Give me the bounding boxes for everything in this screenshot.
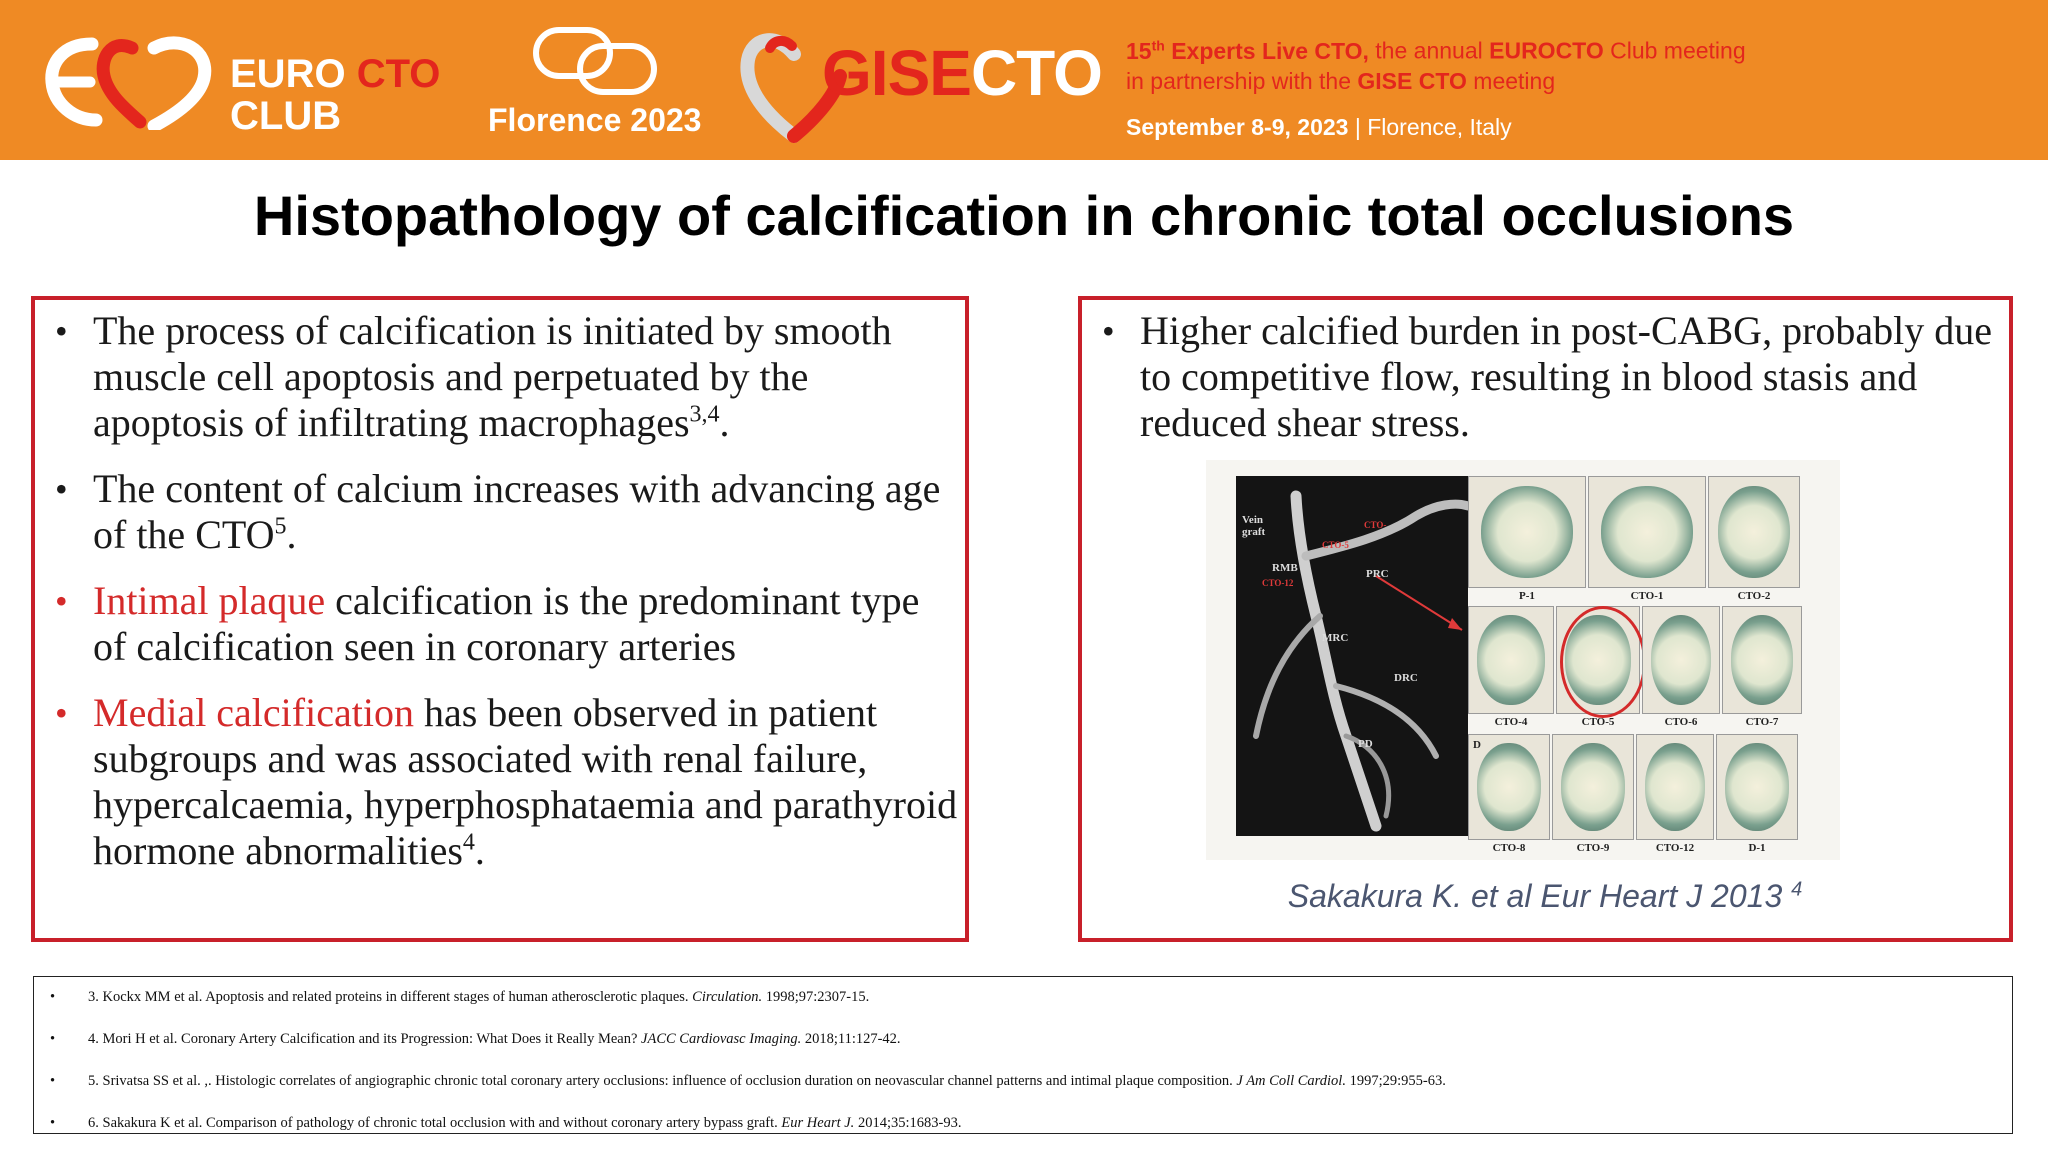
bullet-intimal-plaque: • Intimal plaque calcification is the predominant type of calcification seen in coronary arteries (55, 578, 920, 669)
tag-d: D (1473, 739, 1481, 751)
label-cto4: CTO-4 (1494, 716, 1528, 728)
header-banner (0, 0, 2048, 160)
label-vein: Vein (1242, 514, 1263, 526)
section-cto4 (1468, 606, 1554, 714)
label-p1: P-1 (1519, 590, 1535, 602)
section-cto2 (1708, 476, 1800, 588)
eurocto-club-logo (44, 24, 464, 138)
label-pd: PD (1358, 738, 1373, 750)
label-cto8: CTO-8 (1492, 842, 1526, 854)
references-box (33, 976, 2013, 1134)
section-p1 (1468, 476, 1586, 588)
event-info (1126, 30, 2026, 141)
label-cto5: CTO-5 (1322, 540, 1349, 550)
coronary-vessel-drawing (1236, 476, 1468, 836)
florence-2023-text: Florence 2023 (488, 102, 702, 138)
label-drc: DRC (1394, 672, 1418, 684)
label-cto12: CTO-12 (1655, 842, 1695, 854)
section-cto12 (1636, 734, 1714, 840)
bullet-dot: • (55, 469, 68, 509)
gise-cto-logo (740, 18, 1102, 148)
label-cto1: CTO-1 (1630, 590, 1664, 602)
label-cto6: CTO-6 (1664, 716, 1698, 728)
gise-cto-wordmark: GISECTO (822, 37, 1102, 109)
label-cto9: CTO-9 (1576, 842, 1610, 854)
event-line-2: in partnership with the GISE CTO meeting (1126, 67, 1556, 94)
angiogram-image (1236, 476, 1468, 836)
label-cto12: CTO-12 (1262, 578, 1294, 588)
label-cto5: CTO-5 (1581, 716, 1615, 728)
section-cto8 (1468, 734, 1550, 840)
label-cto-top: CTO- (1364, 520, 1387, 530)
bullet-dot: • (55, 693, 68, 733)
event-line-1: 15th Experts Live CTO, the annual EUROCTO Club meeting (1126, 37, 1746, 64)
bullet-calcification-process: • The process of calcification is initiated by smooth muscle cell apoptosis and perpetuated by the apoptosis of infiltrating macrophages$^{3,4}$. (55, 308, 892, 445)
histology-figure (1206, 460, 1840, 860)
right-bullet-list (1088, 308, 2003, 466)
label-prc: PRC (1366, 568, 1389, 580)
reference-3: • 3. Kockx MM et al. Apoptosis and related proteins in different stages of human atherosclerotic plaques. Circulation. 1998;97:2307-15. (50, 989, 870, 1005)
left-bullet-list (41, 308, 961, 894)
left-content-box (31, 296, 969, 942)
reference-list (46, 987, 1446, 1155)
slide-title: Histopathology of calcification in chronic total occlusions (253, 184, 1795, 247)
eurocto-wordmark: EURO CTO (230, 52, 441, 96)
section-cto7 (1722, 606, 1802, 714)
histology-sections-grid (1468, 476, 1808, 856)
event-date: September 8-9, 2023 | Florence, Italy (1126, 113, 1512, 140)
label-graft: graft (1242, 526, 1266, 538)
florence-2023-logo (480, 20, 730, 140)
eurocto-heart-logo-icon (44, 30, 219, 130)
figure-citation: Sakakura K. et al Eur Heart J 2013 $^4$ (1287, 878, 1803, 914)
bullet-dot: • (55, 581, 68, 621)
bullet-post-cabg: • Higher calcified burden in post-CABG, probably due to competitive flow, resulting in blood stasis and reduced shear stress. (1102, 308, 1993, 445)
section-d1 (1716, 734, 1798, 840)
label-rmb: RMB (1272, 562, 1298, 574)
bullet-dot: • (55, 311, 68, 351)
reference-5: • 5. Srivatsa SS et al. ,. Histologic correlates of angiographic chronic total coronary artery occlusions: influence of occlusion duration on neovascular channel patterns and intimal plaque composition. J Am Coll Cardiol. 1997;29:955-63. (50, 1073, 1446, 1089)
reference-4: • 4. Mori H et al. Coronary Artery Calcification and its Progression: What Does it Really Mean? JACC Cardiovasc Imaging. 2018;11:127-42. (50, 1031, 901, 1047)
section-cto1 (1588, 476, 1706, 588)
linked-rings-icon (530, 20, 670, 100)
bullet-medial-calcification: • Medial calcification has been observed in patient subgroups and was associated with renal failure, hypercalcaemia, hyperphosphataemia and parathyroid hormone abnormalities$^4$. (55, 690, 958, 873)
section-cto6 (1642, 606, 1720, 714)
label-cto2: CTO-2 (1737, 590, 1771, 602)
cto5-highlight-ring (1560, 606, 1646, 718)
bullet-calcium-content: • The content of calcium increases with advancing age of the CTO$^5$. (55, 466, 941, 557)
label-cto7: CTO-7 (1745, 716, 1779, 728)
label-mrc: MRC (1322, 632, 1349, 644)
section-cto9 (1552, 734, 1634, 840)
reference-6: • 6. Sakakura K et al. Comparison of pathology of chronic total occlusion with and without coronary artery bypass graft. Eur Heart J. 2014;35:1683-93. (50, 1115, 962, 1131)
bullet-dot: • (1102, 311, 1115, 351)
label-d1: D-1 (1748, 842, 1766, 854)
club-wordmark: CLUB (230, 94, 342, 138)
